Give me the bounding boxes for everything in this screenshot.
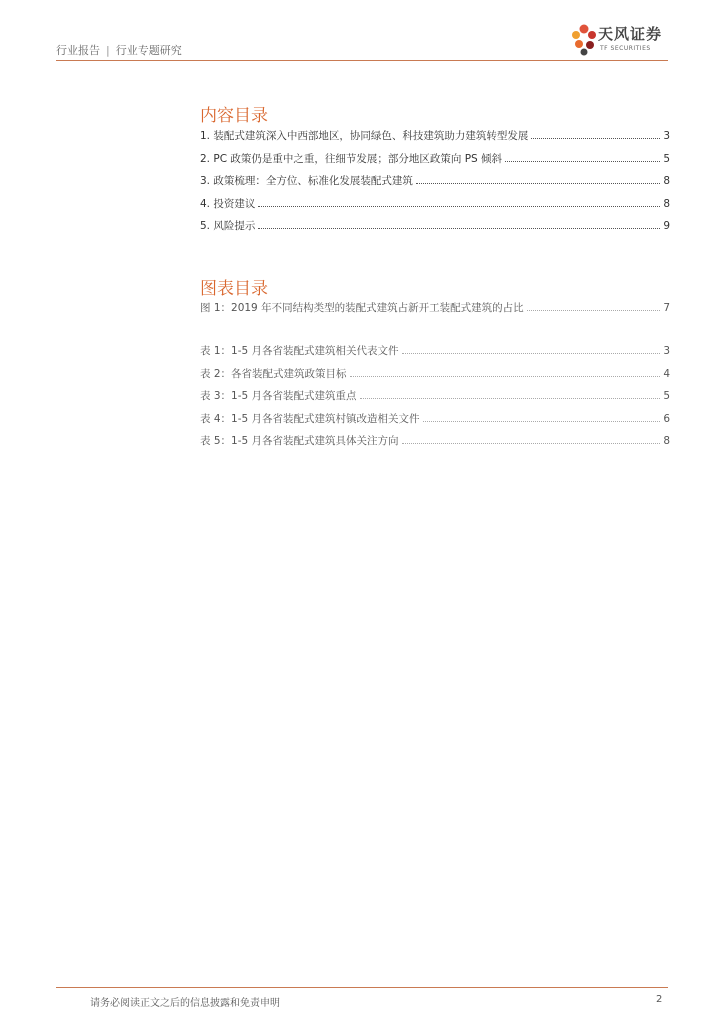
table-entry-label: 表 1：1-5 月各省装配式建筑相关代表文件 [200,345,399,357]
footer-disclaimer: 请务必阅读正文之后的信息披露和免责申明 [90,998,280,1009]
dot-leader [350,376,661,377]
toc-entry-label: 4. 投资建议 [200,197,256,210]
report-category: 行业报告 [56,44,100,57]
toc-list [200,128,670,241]
report-subcategory: 行业专题研究 [115,44,182,57]
table-entry-page: 6 [663,412,670,425]
report-type-header [56,42,182,58]
dot-leader [402,443,661,444]
figure-entry-page: 7 [663,302,670,314]
table-entry[interactable] [200,343,670,366]
figure-entry[interactable] [200,300,670,323]
table-entry[interactable] [200,366,670,389]
logo-name: 天风证券 [598,25,663,43]
flower-logo-icon [570,22,598,58]
tf-securities-logo [570,20,670,60]
footer-divider [56,987,668,988]
toc-entry-page: 8 [663,197,670,210]
table-entry-page: 4 [663,367,670,380]
toc-entry-page: 3 [663,130,670,142]
table-entry-label: 表 3：1-5 月各省装配式建筑重点 [200,390,357,402]
dot-leader [423,421,661,422]
toc-entry[interactable] [200,151,670,174]
toc-entry-page: 9 [663,220,670,232]
toc-entry[interactable] [200,196,670,219]
page-number: 2 [656,994,663,1005]
toc-entry-label: 3. 政策梳理：全方位、标准化发展装配式建筑 [200,175,413,187]
table-entry-label: 表 2：各省装配式建筑政策目标 [200,367,347,380]
table-entry[interactable] [200,388,670,411]
figure-entry-label: 图 1：2019 年不同结构类型的装配式建筑占新开工装配式建筑的占比 [200,302,524,314]
dot-leader [258,228,660,229]
figures-title: 图表目录 [200,279,268,299]
toc-entry-label: 5. 风险提示 [200,220,256,232]
header-divider [56,60,668,61]
table-entry[interactable] [200,433,670,456]
dot-leader [402,353,661,354]
table-entry-label: 表 5：1-5 月各省装配式建筑具体关注方向 [200,435,399,447]
table-entry-label: 表 4：1-5 月各省装配式建筑村镇改造相关文件 [200,412,420,425]
toc-entry[interactable] [200,218,670,241]
table-list [200,343,670,456]
toc-entry[interactable] [200,128,670,151]
toc-entry-label: 2. PC 政策仍是重中之重，往细节发展；部分地区政策向 PS 倾斜 [200,152,503,165]
dot-leader [527,310,661,311]
logo-subtitle: TF SECURITIES [600,45,651,52]
toc-title: 内容目录 [200,106,268,126]
dot-leader [531,138,660,139]
header-separator: | [106,44,110,57]
dot-leader [258,206,660,207]
table-entry-page: 8 [663,435,670,447]
toc-entry-label: 1. 装配式建筑深入中西部地区，协同绿色、科技建筑助力建筑转型发展 [200,130,529,142]
dot-leader [416,183,660,184]
toc-entry-page: 8 [663,175,670,187]
dot-leader [505,161,660,162]
figure-list [200,300,670,323]
table-entry-page: 3 [663,345,670,357]
table-entry[interactable] [200,411,670,434]
toc-entry-page: 5 [663,152,670,165]
toc-entry[interactable] [200,173,670,196]
table-entry-page: 5 [663,390,670,402]
dot-leader [360,398,661,399]
